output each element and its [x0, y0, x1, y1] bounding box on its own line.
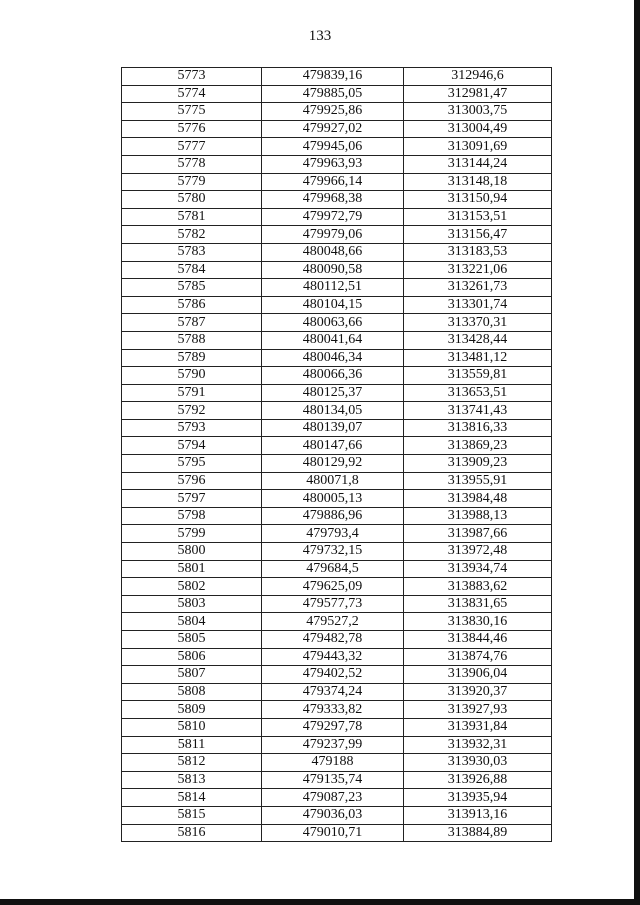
y-coordinate-cell: 313935,94 [404, 789, 552, 807]
y-coordinate-cell: 313004,49 [404, 120, 552, 138]
table-row [122, 419, 552, 437]
y-coordinate-cell: 313988,13 [404, 507, 552, 525]
x-coordinate-cell: 479979,06 [262, 226, 404, 244]
y-coordinate-cell: 313972,48 [404, 543, 552, 561]
table-row [122, 68, 552, 86]
y-coordinate-cell: 313934,74 [404, 560, 552, 578]
x-coordinate-cell: 480139,07 [262, 419, 404, 437]
table-row [122, 631, 552, 649]
point-number-cell: 5808 [122, 683, 262, 701]
y-coordinate-cell: 313653,51 [404, 384, 552, 402]
table-row [122, 349, 552, 367]
table-row [122, 578, 552, 596]
point-number-cell: 5783 [122, 243, 262, 261]
x-coordinate-cell: 479333,82 [262, 701, 404, 719]
y-coordinate-cell: 313153,51 [404, 208, 552, 226]
x-coordinate-cell: 480112,51 [262, 279, 404, 297]
x-coordinate-cell: 479443,32 [262, 648, 404, 666]
x-coordinate-cell: 479793,4 [262, 525, 404, 543]
y-coordinate-cell: 313559,81 [404, 367, 552, 385]
y-coordinate-cell: 313003,75 [404, 103, 552, 121]
table-row [122, 806, 552, 824]
point-number-cell: 5809 [122, 701, 262, 719]
point-number-cell: 5816 [122, 824, 262, 842]
x-coordinate-cell: 479927,02 [262, 120, 404, 138]
x-coordinate-cell: 479966,14 [262, 173, 404, 191]
table-row [122, 138, 552, 156]
table-row [122, 437, 552, 455]
y-coordinate-cell: 313301,74 [404, 296, 552, 314]
x-coordinate-cell: 480071,8 [262, 472, 404, 490]
table-row [122, 648, 552, 666]
point-number-cell: 5787 [122, 314, 262, 332]
y-coordinate-cell: 313874,76 [404, 648, 552, 666]
x-coordinate-cell: 480090,58 [262, 261, 404, 279]
point-number-cell: 5814 [122, 789, 262, 807]
table-row [122, 824, 552, 842]
y-coordinate-cell: 313261,73 [404, 279, 552, 297]
y-coordinate-cell: 313869,23 [404, 437, 552, 455]
point-number-cell: 5797 [122, 490, 262, 508]
table-row [122, 331, 552, 349]
point-number-cell: 5802 [122, 578, 262, 596]
y-coordinate-cell: 313091,69 [404, 138, 552, 156]
table-row [122, 490, 552, 508]
point-number-cell: 5795 [122, 455, 262, 473]
x-coordinate-cell: 479968,38 [262, 191, 404, 209]
table-row [122, 754, 552, 772]
point-number-cell: 5776 [122, 120, 262, 138]
scan-edge-bottom [0, 899, 640, 905]
y-coordinate-cell: 313909,23 [404, 455, 552, 473]
table-row [122, 507, 552, 525]
y-coordinate-cell: 312981,47 [404, 85, 552, 103]
point-number-cell: 5804 [122, 613, 262, 631]
x-coordinate-cell: 480129,92 [262, 455, 404, 473]
y-coordinate-cell: 313830,16 [404, 613, 552, 631]
x-coordinate-cell: 479135,74 [262, 771, 404, 789]
table-row [122, 296, 552, 314]
point-number-cell: 5777 [122, 138, 262, 156]
point-number-cell: 5791 [122, 384, 262, 402]
x-coordinate-cell: 479732,15 [262, 543, 404, 561]
x-coordinate-cell: 480134,05 [262, 402, 404, 420]
y-coordinate-cell: 313221,06 [404, 261, 552, 279]
x-coordinate-cell: 479963,93 [262, 155, 404, 173]
y-coordinate-cell: 313883,62 [404, 578, 552, 596]
y-coordinate-cell: 313183,53 [404, 243, 552, 261]
table-row [122, 666, 552, 684]
point-number-cell: 5803 [122, 595, 262, 613]
table-row [122, 525, 552, 543]
y-coordinate-cell: 313816,33 [404, 419, 552, 437]
table-row [122, 543, 552, 561]
table-row [122, 120, 552, 138]
point-number-cell: 5775 [122, 103, 262, 121]
point-number-cell: 5788 [122, 331, 262, 349]
y-coordinate-cell: 313481,12 [404, 349, 552, 367]
x-coordinate-cell: 479036,03 [262, 806, 404, 824]
point-number-cell: 5778 [122, 155, 262, 173]
x-coordinate-cell: 479237,99 [262, 736, 404, 754]
point-number-cell: 5794 [122, 437, 262, 455]
table-row [122, 560, 552, 578]
point-number-cell: 5815 [122, 806, 262, 824]
point-number-cell: 5781 [122, 208, 262, 226]
x-coordinate-cell: 480046,34 [262, 349, 404, 367]
page-number: 133 [308, 28, 332, 44]
point-number-cell: 5789 [122, 349, 262, 367]
point-number-cell: 5774 [122, 85, 262, 103]
point-number-cell: 5800 [122, 543, 262, 561]
table-row [122, 613, 552, 631]
y-coordinate-cell: 313926,88 [404, 771, 552, 789]
x-coordinate-cell: 480063,66 [262, 314, 404, 332]
x-coordinate-cell: 479885,05 [262, 85, 404, 103]
x-coordinate-cell: 479972,79 [262, 208, 404, 226]
y-coordinate-cell: 313913,16 [404, 806, 552, 824]
point-number-cell: 5805 [122, 631, 262, 649]
x-coordinate-cell: 479087,23 [262, 789, 404, 807]
point-number-cell: 5784 [122, 261, 262, 279]
y-coordinate-cell: 313428,44 [404, 331, 552, 349]
y-coordinate-cell: 313884,89 [404, 824, 552, 842]
point-number-cell: 5792 [122, 402, 262, 420]
y-coordinate-cell: 313930,03 [404, 754, 552, 772]
table-row [122, 736, 552, 754]
point-number-cell: 5773 [122, 68, 262, 86]
y-coordinate-cell: 313370,31 [404, 314, 552, 332]
table-row [122, 261, 552, 279]
x-coordinate-cell: 479925,86 [262, 103, 404, 121]
table-row [122, 367, 552, 385]
table-row [122, 402, 552, 420]
point-number-cell: 5806 [122, 648, 262, 666]
x-coordinate-cell: 479577,73 [262, 595, 404, 613]
point-number-cell: 5799 [122, 525, 262, 543]
y-coordinate-cell: 313741,43 [404, 402, 552, 420]
x-coordinate-cell: 480048,66 [262, 243, 404, 261]
table-row [122, 789, 552, 807]
x-coordinate-cell: 480066,36 [262, 367, 404, 385]
y-coordinate-cell: 313984,48 [404, 490, 552, 508]
x-coordinate-cell: 479010,71 [262, 824, 404, 842]
point-number-cell: 5793 [122, 419, 262, 437]
table-row [122, 103, 552, 121]
y-coordinate-cell: 313150,94 [404, 191, 552, 209]
table-row [122, 173, 552, 191]
table-row [122, 279, 552, 297]
point-number-cell: 5811 [122, 736, 262, 754]
table-row [122, 191, 552, 209]
point-number-cell: 5786 [122, 296, 262, 314]
table-row [122, 314, 552, 332]
y-coordinate-cell: 313148,18 [404, 173, 552, 191]
coordinates-table [121, 67, 552, 842]
x-coordinate-cell: 479945,06 [262, 138, 404, 156]
table-row [122, 208, 552, 226]
x-coordinate-cell: 479625,09 [262, 578, 404, 596]
x-coordinate-cell: 479402,52 [262, 666, 404, 684]
x-coordinate-cell: 480041,64 [262, 331, 404, 349]
y-coordinate-cell: 313955,91 [404, 472, 552, 490]
point-number-cell: 5807 [122, 666, 262, 684]
point-number-cell: 5798 [122, 507, 262, 525]
table-row [122, 718, 552, 736]
x-coordinate-cell: 480005,13 [262, 490, 404, 508]
x-coordinate-cell: 479839,16 [262, 68, 404, 86]
scan-edge-right [634, 0, 640, 905]
x-coordinate-cell: 479527,2 [262, 613, 404, 631]
x-coordinate-cell: 479188 [262, 754, 404, 772]
x-coordinate-cell: 479297,78 [262, 718, 404, 736]
y-coordinate-cell: 313932,31 [404, 736, 552, 754]
x-coordinate-cell: 480125,37 [262, 384, 404, 402]
table-row [122, 85, 552, 103]
y-coordinate-cell: 313927,93 [404, 701, 552, 719]
coordinates-table-body [122, 68, 552, 842]
x-coordinate-cell: 480147,66 [262, 437, 404, 455]
table-row [122, 243, 552, 261]
x-coordinate-cell: 479374,24 [262, 683, 404, 701]
point-number-cell: 5796 [122, 472, 262, 490]
table-row [122, 455, 552, 473]
table-row [122, 595, 552, 613]
x-coordinate-cell: 479684,5 [262, 560, 404, 578]
point-number-cell: 5782 [122, 226, 262, 244]
table-row [122, 472, 552, 490]
point-number-cell: 5801 [122, 560, 262, 578]
x-coordinate-cell: 480104,15 [262, 296, 404, 314]
table-row [122, 384, 552, 402]
table-row [122, 683, 552, 701]
point-number-cell: 5780 [122, 191, 262, 209]
point-number-cell: 5813 [122, 771, 262, 789]
table-row [122, 226, 552, 244]
y-coordinate-cell: 313920,37 [404, 683, 552, 701]
point-number-cell: 5812 [122, 754, 262, 772]
y-coordinate-cell: 312946,6 [404, 68, 552, 86]
y-coordinate-cell: 313906,04 [404, 666, 552, 684]
x-coordinate-cell: 479482,78 [262, 631, 404, 649]
table-row [122, 155, 552, 173]
point-number-cell: 5785 [122, 279, 262, 297]
y-coordinate-cell: 313987,66 [404, 525, 552, 543]
x-coordinate-cell: 479886,96 [262, 507, 404, 525]
y-coordinate-cell: 313931,84 [404, 718, 552, 736]
y-coordinate-cell: 313156,47 [404, 226, 552, 244]
y-coordinate-cell: 313144,24 [404, 155, 552, 173]
table-row [122, 701, 552, 719]
point-number-cell: 5779 [122, 173, 262, 191]
y-coordinate-cell: 313844,46 [404, 631, 552, 649]
point-number-cell: 5790 [122, 367, 262, 385]
y-coordinate-cell: 313831,65 [404, 595, 552, 613]
point-number-cell: 5810 [122, 718, 262, 736]
table-row [122, 771, 552, 789]
